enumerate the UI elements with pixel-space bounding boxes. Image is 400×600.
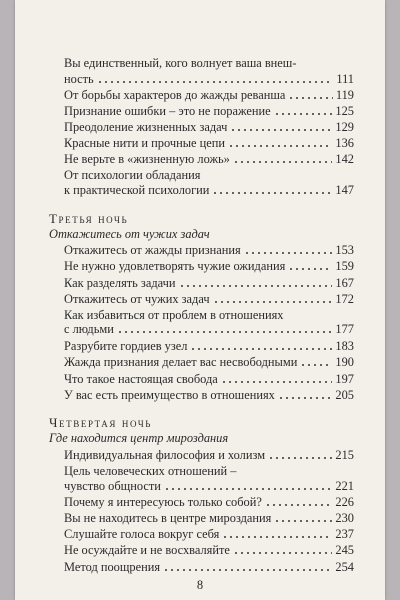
dot-leader bbox=[244, 251, 333, 255]
dot-leader bbox=[163, 568, 332, 572]
toc-entry bbox=[64, 71, 354, 87]
dot-leader bbox=[278, 396, 333, 400]
toc-page-number: 172 bbox=[335, 291, 354, 306]
toc-entry-title: Разрубите гордиев узел bbox=[64, 339, 188, 354]
toc-entry-title: Откажитесь от чужих задач bbox=[64, 291, 210, 306]
toc-entry-title: Откажитесь от жажды признания bbox=[64, 243, 241, 258]
toc-entry-title: Не осуждайте и не восхваляйте bbox=[64, 543, 230, 558]
section-heading bbox=[49, 211, 128, 227]
dot-leader bbox=[190, 347, 332, 351]
toc-page-number: 153 bbox=[335, 243, 354, 258]
toc-page-number: 167 bbox=[335, 275, 354, 290]
toc-page-number: 136 bbox=[335, 135, 354, 150]
dot-leader bbox=[97, 80, 334, 84]
toc-entry-title: От борьбы характеров до жажды реванша bbox=[64, 88, 286, 103]
toc-entry-title: Как разделять задачи bbox=[64, 275, 176, 290]
section-heading-text: Третья ночь bbox=[49, 210, 129, 226]
dot-leader bbox=[228, 144, 332, 148]
toc-entry bbox=[64, 275, 354, 291]
toc-page-number: 237 bbox=[335, 527, 354, 542]
toc-entry bbox=[64, 182, 354, 198]
section-heading-text: Четвертая ночь bbox=[49, 415, 153, 431]
dot-leader bbox=[179, 284, 333, 288]
toc-entry bbox=[64, 526, 354, 542]
toc-page-number: 197 bbox=[335, 371, 354, 386]
toc-entry bbox=[64, 478, 354, 494]
toc-entry-title: У вас есть преимущество в отношениях bbox=[64, 387, 275, 402]
toc-page-number: 254 bbox=[335, 559, 354, 574]
section-subtitle-row bbox=[49, 226, 354, 242]
toc-entry-title: Вы единственный, кого волнует ваша внеш- bbox=[64, 56, 297, 71]
dot-leader bbox=[288, 267, 332, 271]
page-number: 8 bbox=[196, 578, 204, 592]
toc-entry-title: Жажда признания делает вас несвободными bbox=[64, 355, 298, 370]
toc-entry bbox=[64, 447, 354, 463]
toc-entry-title: Как избавиться от проблем в отношениях bbox=[64, 307, 284, 322]
dot-leader bbox=[213, 300, 333, 304]
toc-entry bbox=[64, 87, 354, 103]
toc-page-number: 226 bbox=[335, 495, 354, 509]
table-of-contents bbox=[15, 0, 385, 600]
dot-leader bbox=[233, 551, 333, 555]
toc-entry bbox=[64, 387, 354, 403]
toc-entry bbox=[64, 119, 354, 135]
toc-page-number: 190 bbox=[335, 355, 354, 370]
dot-leader bbox=[300, 363, 332, 367]
toc-entry bbox=[64, 510, 354, 526]
toc-entry bbox=[64, 354, 354, 370]
toc-entry-title: Преодоление жизненных задач bbox=[64, 119, 228, 134]
toc-page-number: 177 bbox=[335, 322, 354, 337]
toc-page-number: 230 bbox=[335, 511, 354, 526]
toc-page-number: 125 bbox=[335, 103, 354, 118]
toc-page-number: 111 bbox=[336, 72, 354, 87]
toc-entry bbox=[64, 103, 354, 119]
dot-leader bbox=[274, 519, 332, 523]
toc-entry-title-cont: ность bbox=[64, 72, 94, 87]
toc-page-number: 147 bbox=[335, 183, 354, 198]
dot-leader bbox=[233, 160, 333, 164]
toc-page-number: 142 bbox=[335, 152, 354, 167]
toc-entry bbox=[64, 338, 354, 354]
toc-page-number: 221 bbox=[335, 478, 354, 493]
toc-entry bbox=[64, 542, 354, 558]
toc-page-number: 119 bbox=[335, 88, 354, 103]
toc-entry bbox=[64, 371, 354, 387]
dot-leader bbox=[288, 96, 332, 100]
toc-entry-title: Красные нити и прочные цепи bbox=[64, 135, 226, 150]
toc-entry bbox=[64, 135, 354, 151]
toc-entry-title: Метод поощрения bbox=[64, 559, 161, 574]
toc-page-number: 159 bbox=[335, 259, 354, 274]
toc-entry-title: Слушайте голоса вокруг себя bbox=[64, 527, 220, 542]
toc-entry-title: Не нужно удовлетворять чужие ожидания bbox=[64, 259, 286, 274]
toc-entry-title: Не верьте в «жизненную ложь» bbox=[64, 152, 230, 167]
toc-page-number: 215 bbox=[335, 447, 354, 462]
toc-entry-title: Почему я интересуюсь только собой? bbox=[64, 495, 262, 509]
toc-page-number: 245 bbox=[335, 543, 354, 558]
toc-page-number: 205 bbox=[335, 387, 354, 402]
toc-entry bbox=[64, 494, 354, 510]
toc-entry-title: Признание ошибки – это не поражение bbox=[64, 103, 271, 118]
toc-entry-title: Цель человеческих отношений – bbox=[64, 463, 237, 478]
dot-leader bbox=[221, 380, 333, 384]
dot-leader bbox=[265, 503, 333, 507]
toc-entry bbox=[64, 151, 354, 167]
section-subtitle: Где находится центр мироздания bbox=[49, 431, 229, 446]
section-subtitle: Откажитесь от чужих задач bbox=[49, 227, 210, 242]
dot-leader bbox=[212, 191, 332, 195]
toc-page-number: 129 bbox=[335, 119, 354, 134]
dot-leader bbox=[164, 487, 333, 491]
toc-entry bbox=[64, 321, 354, 337]
toc-entry-title-cont: чувство общности bbox=[64, 478, 161, 493]
toc-entry-title: Что такое настоящая свобода bbox=[64, 371, 218, 386]
dot-leader bbox=[222, 535, 332, 539]
section-heading bbox=[49, 415, 152, 431]
toc-entry-title: Индивидуальная философия и холизм bbox=[64, 447, 266, 462]
dot-leader bbox=[274, 112, 333, 116]
toc-entry bbox=[64, 291, 354, 307]
toc-entry-title: Вы не находитесь в центре мироздания bbox=[64, 511, 272, 526]
toc-page-number: 183 bbox=[335, 339, 354, 354]
toc-entry-title-cont: к практической психологии bbox=[64, 183, 210, 198]
book-page bbox=[15, 0, 385, 600]
dot-leader bbox=[117, 330, 333, 334]
toc-entry bbox=[64, 258, 354, 274]
dot-leader bbox=[230, 128, 332, 132]
toc-entry-title: От психологии обладания bbox=[64, 168, 201, 183]
toc-entry bbox=[64, 559, 354, 575]
toc-entry-title-cont: с людьми bbox=[64, 322, 114, 337]
toc-entry bbox=[64, 242, 354, 258]
dot-leader bbox=[268, 456, 332, 460]
